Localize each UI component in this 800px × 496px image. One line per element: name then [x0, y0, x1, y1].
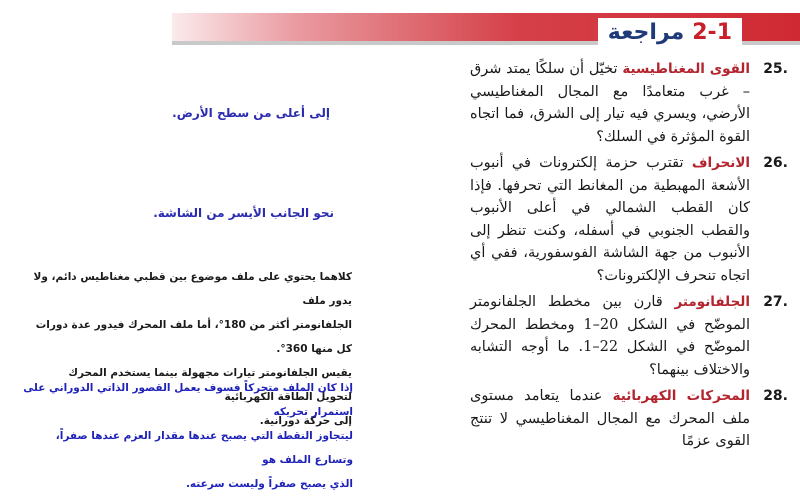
question-keyword: القوى المغناطيسية	[622, 61, 751, 77]
question-text: تقترب حزمة إلكترونات في أنبوب الأشعة المهبطية من المغانط التي تحرفها. فإذا كان القطب الشمالي في أعلى الأنبوب والقطب الجنوبي في أسفله، وكنت تنظر إلى الأنبوب من جهة الشاشة الفوسفورية، ففي أي اتجاه تنحرف الإلكترونات؟	[470, 155, 750, 284]
answer-line: الذي يصبح صفراً وليست سرعته.	[185, 478, 353, 490]
question-27	[470, 291, 788, 381]
question-number: 25.	[763, 61, 788, 77]
question-number: 28.	[763, 388, 788, 404]
section-title	[598, 18, 742, 48]
answer-25: إلى أعلى من سطح الأرض.	[172, 106, 330, 120]
question-26	[470, 152, 788, 287]
answer-26: نحو الجانب الأيسر من الشاشة.	[153, 206, 334, 220]
question-text: تخيّل أن سلكًا يمتد شرق – غرب متعامدًا مع المجال المغناطيسي الأرضي، ويسري فيه تيار إلى الشرق، فما اتجاه القوة المؤثرة في السلك؟	[470, 61, 750, 145]
section-word: مراجعة	[607, 20, 685, 45]
question-keyword: الجلفانومتر	[674, 294, 750, 310]
question-number: 26.	[763, 155, 788, 171]
answer-line: الجلفانومتر أكثر من 180°، أما ملف المحرك فيدور عدة دورات كل منها 360°.	[35, 319, 352, 355]
question-25	[470, 58, 788, 148]
question-text: عندما يتعامد مستوى ملف المحرك مع المجال المغناطيسي لا تنتج القوى عزمًا	[470, 388, 750, 449]
questions-list	[470, 58, 788, 453]
answer-line: إلى حركة دورانية.	[259, 415, 352, 427]
question-text: قارن بين مخطط الجلفانومتر الموضّح في الشكل 20–1 ومخطط المحرك الموضّح في الشكل 22–1. ما أوجه التشابه والاختلاف بينهما؟	[470, 294, 750, 378]
question-28	[470, 385, 788, 453]
question-keyword: المحركات الكهربائية	[612, 388, 750, 404]
question-keyword: الانحراف	[691, 155, 750, 171]
answer-line: يقيس الجلفانومتر تيارات مجهولة بينما يستخدم المحرك لتحويل الطاقة الكهربائية	[68, 367, 352, 403]
answer-line: إذا كان الملف متحركاً فسوف يعمل القصور الذاتي الدوراني على استمرار تحريكه	[23, 382, 353, 418]
answer-line: كلاهما يحتوي على ملف موضوع بين قطبي مغناطيس دائم، ولا يدور ملف	[33, 271, 352, 307]
answer-line: ليتجاوز النقطة التي يصبح عندها مقدار العزم عندها صفراً، وتسارع الملف هو	[55, 430, 353, 466]
question-number: 27.	[763, 294, 788, 310]
section-number: 2-1	[692, 20, 732, 45]
answer-28	[23, 376, 353, 496]
